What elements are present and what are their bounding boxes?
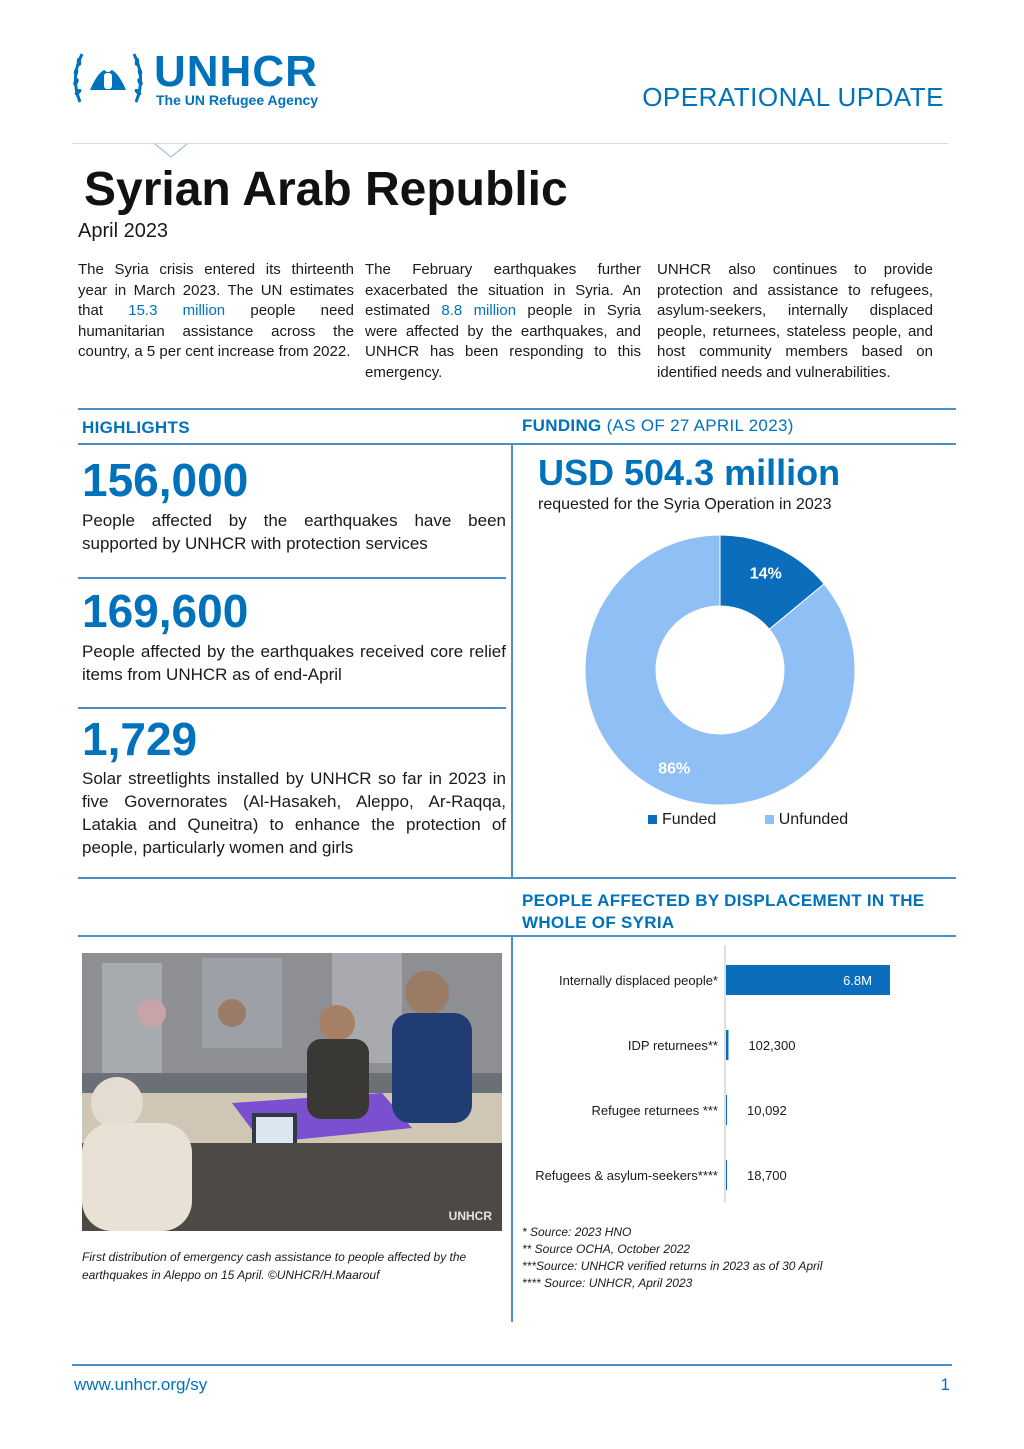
photo-watermark: UNHCR (448, 1209, 492, 1223)
section-rule (78, 935, 956, 937)
source-note: **** Source: UNHCR, April 2023 (522, 1276, 693, 1290)
intro-text: people need humanitarian assistance across the country, a 5 per cent increase from 2022. (78, 302, 354, 361)
section-rule (78, 443, 956, 445)
funding-donut-chart (570, 525, 870, 815)
highlight-number: 169,600 (82, 585, 249, 637)
section-rule (78, 877, 956, 879)
header-divider (72, 143, 948, 144)
section-rule (78, 577, 506, 579)
logo-wordmark: UNHCR (154, 47, 318, 96)
displacement-bar-chart (520, 945, 950, 1205)
displacement-heading: PEOPLE AFFECTED BY DISPLACEMENT IN THE WHOLE OF SYRIA (522, 891, 925, 932)
source-note: ***Source: UNHCR verified returns in 2023 as of 30 April (522, 1259, 823, 1273)
intro-text: people in Syria were affected by the earthquakes, and UNHCR has been responding to this emergency. (365, 302, 641, 381)
highlights-heading: HIGHLIGHTS (82, 418, 190, 437)
funding-amount: USD 504.3 million (538, 452, 841, 493)
source-note: ** Source OCHA, October 2022 (522, 1242, 691, 1256)
section-rule (78, 707, 506, 709)
website-link[interactable]: www.unhcr.org/sy (74, 1375, 208, 1394)
bar-value-label: 18,700 (747, 1168, 787, 1183)
photo-illustration (82, 953, 502, 1231)
bar-category-label: IDP returnees** (627, 1038, 718, 1053)
funding-heading (522, 416, 794, 436)
intro-text: The Syria crisis entered its thirteenth year in March 2023. The UN estimates that (78, 261, 354, 320)
highlight-text: People affected by the earthquakes have been supported by UNHCR with protection services (82, 511, 506, 553)
intro-highlight: 15.3 million (128, 302, 226, 320)
section-rule (78, 408, 956, 410)
highlight-number: 156,000 (82, 454, 249, 506)
slice-label: 86% (658, 760, 691, 778)
legend-label: Unfunded (778, 811, 849, 828)
page-number: 1 (940, 1375, 950, 1394)
intro-text: The February earthquakes further exacerbated the situation in Syria. An estimated (365, 261, 641, 320)
bar (726, 1095, 727, 1125)
legend-label: Funded (662, 811, 717, 828)
intro-highlight: 8.8 million (441, 302, 517, 320)
unhcr-emblem-icon (68, 44, 148, 108)
page-date: April 2023 (78, 220, 169, 242)
bar-category-label: Internally displaced people* (559, 973, 718, 988)
footer-rule (72, 1364, 952, 1366)
document-type: OPERATIONAL UPDATE (642, 82, 944, 112)
legend-swatch-unfunded (765, 815, 774, 824)
page-title: Syrian Arab Republic (84, 163, 568, 216)
highlight-text: Solar streetlights installed by UNHCR so far in 2023 in five Governorates (Al-Hasakeh, Aleppo, Ar-Raqqa, Latakia and Quneitra) to enhance the protection of people, particularly women and girls (82, 769, 506, 857)
bar-category-label: Refugees & asylum-seekers**** (535, 1168, 718, 1183)
bar (726, 1030, 728, 1060)
distribution-photo (82, 953, 502, 1231)
logo-subtitle: The UN Refugee Agency (156, 92, 319, 108)
bar-value-label: 10,092 (747, 1103, 787, 1118)
intro-column-3: UNHCR also continues to provide protection and assistance to refugees, asylum-seekers, internally displaced people, returnees, stateless people, and host community members based on identified needs and vulnerabilities. (657, 261, 933, 381)
funding-subtitle: requested for the Syria Operation in 2023 (538, 496, 832, 513)
slice-label: 14% (749, 565, 782, 583)
bar (726, 1160, 727, 1190)
bar-value-label: 6.8M (843, 973, 872, 988)
highlight-text: People affected by the earthquakes received core relief items from UNHCR as of end-April (82, 642, 506, 684)
source-note: * Source: 2023 HNO (522, 1225, 632, 1239)
funding-heading-bold: FUNDING (522, 416, 602, 435)
intro-column-2 (365, 260, 641, 384)
column-divider (511, 935, 513, 1322)
photo-caption: First distribution of emergency cash assistance to people affected by the earthquakes in Aleppo on 15 April. ©UNHCR/H.Maarouf (82, 1250, 467, 1282)
chevron-down-icon (154, 143, 188, 159)
highlight-number: 1,729 (82, 713, 198, 765)
bar-category-label: Refugee returnees *** (591, 1103, 718, 1118)
column-divider (511, 443, 513, 877)
funding-heading-date: (AS OF 27 APRIL 2023) (601, 416, 794, 435)
chart-legend (648, 811, 848, 829)
intro-column-1 (78, 260, 354, 363)
legend-swatch-funded (648, 815, 657, 824)
bar-value-label: 102,300 (748, 1038, 796, 1053)
